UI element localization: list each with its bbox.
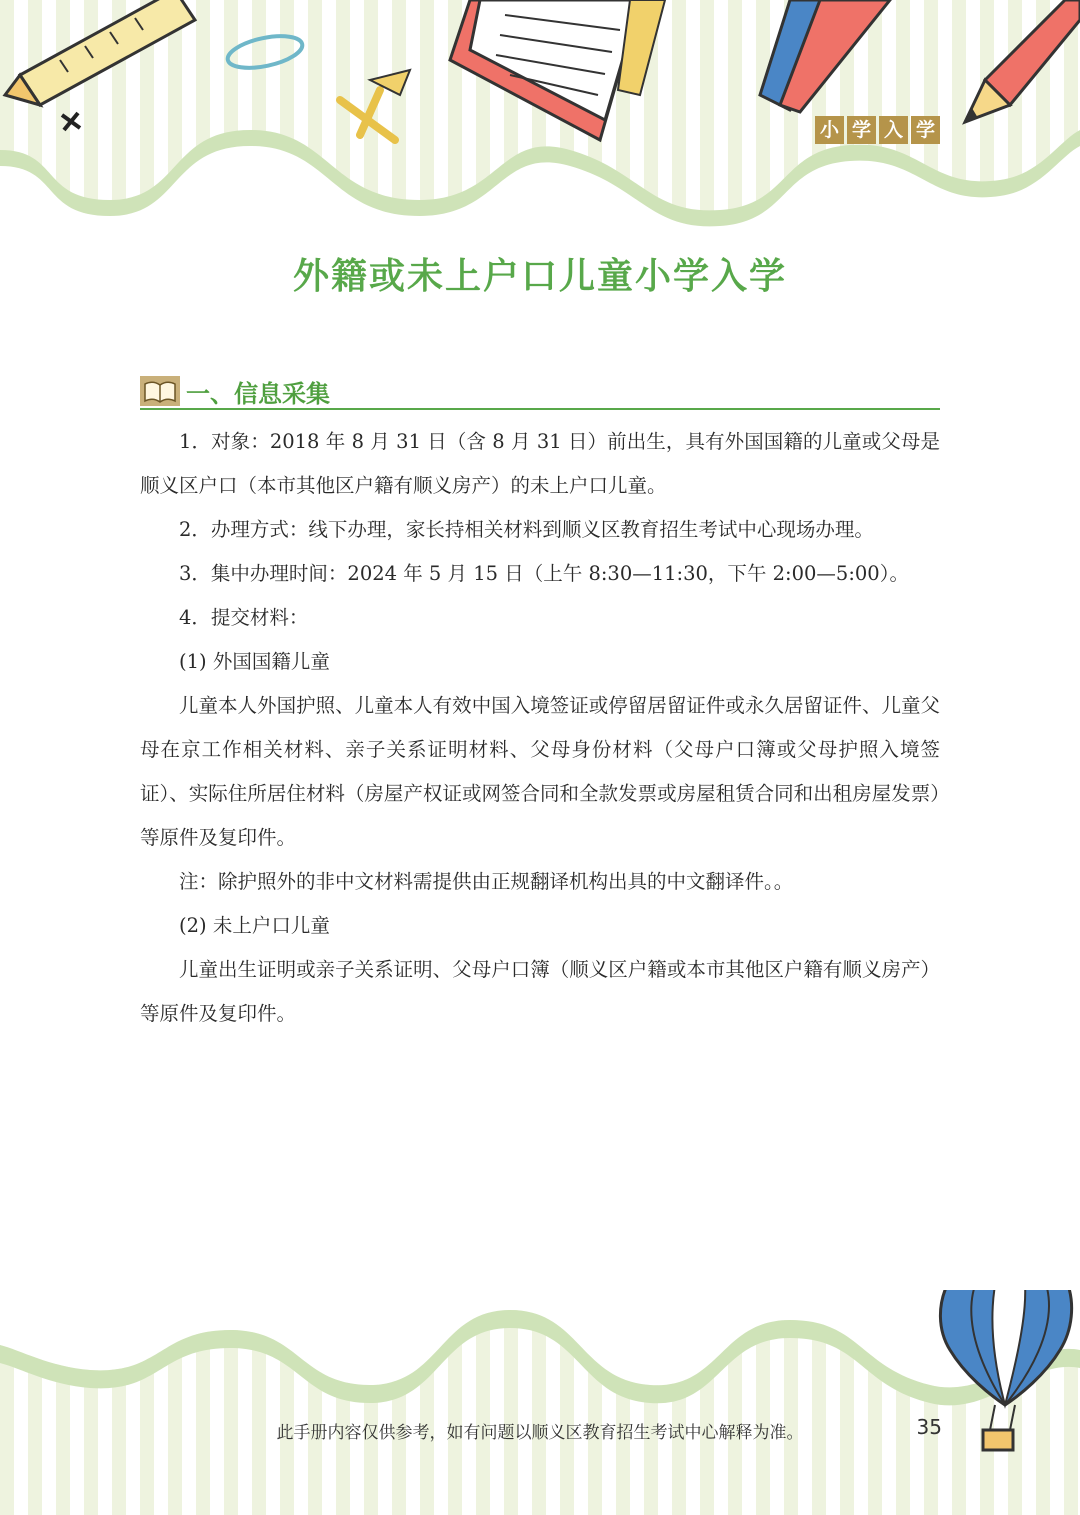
bottom-illustrations: [0, 1290, 1080, 1515]
paragraph-time: 3．集中办理时间：2024 年 5 月 15 日（上午 8:30—11:30，下午 2:00—5:00）。: [179, 562, 909, 585]
paper-clip-icon: [225, 30, 305, 73]
subheading-foreign: (1) 外国国籍儿童: [179, 650, 330, 673]
content-body: [140, 420, 940, 1036]
paragraph-materials: 4．提交材料：: [179, 606, 309, 629]
section-tag: [815, 116, 940, 144]
notebook-icon: [450, 0, 665, 140]
page-number: 35: [916, 1415, 942, 1439]
section-tag-char: 小: [815, 116, 844, 144]
subheading-unregistered: (2) 未上户口儿童: [179, 914, 330, 937]
books-icon: [760, 0, 890, 112]
section-tag-char: 学: [911, 116, 940, 144]
section-heading: 一、信息采集: [186, 379, 330, 408]
section-tag-char: 学: [847, 116, 876, 144]
pencil-icon: [965, 0, 1080, 122]
bottom-decoration: [0, 1290, 1080, 1515]
section-header: [140, 374, 940, 410]
ruler-pencil-icon: [5, 0, 195, 105]
paragraph-target: 1．对象：2018 年 8 月 31 日（含 8 月 31 日）前出生，具有外国国籍的儿童或父母是顺义区户口（本市其他区户籍有顺义房产）的未上户口儿童。: [140, 430, 940, 497]
section-tag-char: 入: [879, 116, 908, 144]
x-mark-icon: [62, 113, 80, 130]
paragraph-method: 2．办理方式：线下办理，家长持相关材料到顺义区教育招生考试中心现场办理。: [179, 518, 874, 541]
paragraph-foreign-materials: 儿童本人外国护照、儿童本人有效中国入境签证或停留居留证件或永久居留证件、儿童父母在京工作相关材料、亲子关系证明材料、父母身份材料（父母户口簿或父母护照入境签证）、实际住所居住材料（房屋产权证或网签合同和全款发票或房屋租赁合同和出租房屋发票）等原件及复印件。: [140, 694, 940, 849]
push-pin-icon: [340, 70, 410, 140]
open-book-icon: [140, 374, 180, 408]
paragraph-unregistered-materials: 儿童出生证明或亲子关系证明、父母户口簿（顺义区户籍或本市其他区户籍有顺义房产）等原件及复印件。: [140, 958, 940, 1025]
top-decoration: [0, 0, 1080, 240]
footer-note: 此手册内容仅供参考，如有问题以顺义区教育招生考试中心解释为准。: [276, 1423, 804, 1443]
bottom-wave-fill: [0, 1290, 1080, 1387]
paragraph-note: 注：除护照外的非中文材料需提供由正规翻译机构出具的中文翻译件。。: [179, 870, 794, 893]
page-title: 外籍或未上户口儿童小学入学: [292, 256, 787, 297]
